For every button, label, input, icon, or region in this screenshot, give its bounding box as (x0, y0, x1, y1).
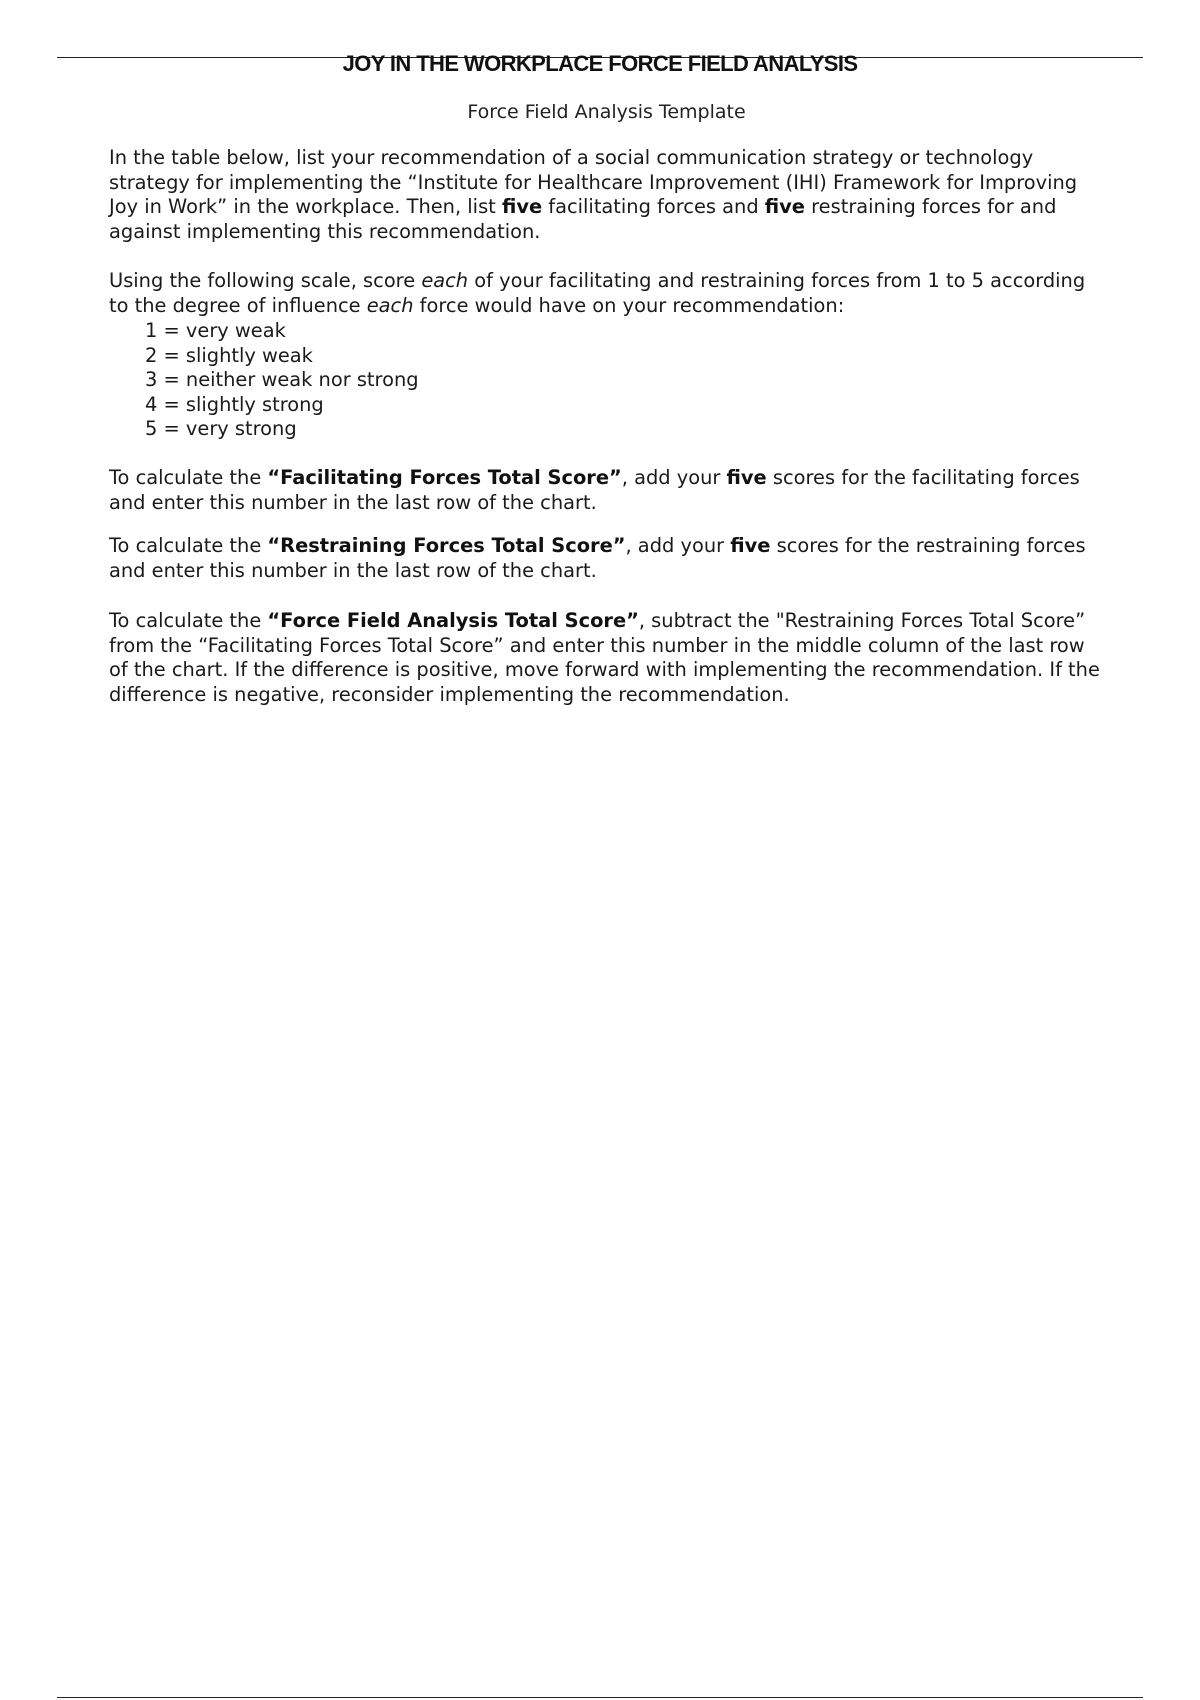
intro-text-3: restraining forces for and against implementing this recommendation. (109, 195, 1057, 243)
scale-item: 3 = neither weak nor strong (145, 368, 419, 391)
restraining-paragraph (109, 534, 1109, 583)
total-text-1: To calculate the (109, 609, 268, 632)
intro-text-2: facilitating forces and (542, 195, 765, 218)
document-title: JOY IN THE WORKPLACE FORCE FIELD ANALYSIS (342, 51, 858, 76)
facilitating-text-2: , add your (621, 466, 727, 489)
scale-text-1: Using the following scale, score (109, 269, 422, 292)
facilitating-bold-five: five (726, 466, 767, 489)
intro-paragraph (109, 146, 1109, 244)
restraining-bold-label: “Restraining Forces Total Score” (267, 534, 626, 557)
facilitating-bold-label: “Facilitating Forces Total Score” (267, 466, 622, 489)
scale-item: 4 = slightly strong (145, 392, 324, 416)
restraining-bold-five: five (730, 534, 771, 557)
restraining-text-2: , add your (625, 534, 731, 557)
facilitating-text-3: scores for the facilitating forces and enter this number in the last row of the chart. (109, 466, 1080, 514)
scale-item: 1 = very weak (145, 319, 286, 342)
footer-rule (57, 1697, 1143, 1698)
scale-italic-each-2: each (366, 293, 414, 317)
intro-bold-five-1: five (501, 195, 543, 218)
intro-bold-five-2: five (764, 195, 805, 218)
scale-text-3: force would have on your recommendation: (413, 293, 845, 317)
scale-item: 5 = very strong (145, 417, 297, 440)
restraining-text-3: scores for the restraining forces and enter this number in the last row of the chart. (109, 534, 1086, 582)
scale-paragraph (109, 269, 1109, 318)
total-text-2: , subtract the "Restraining Forces Total Score” from the “Facilitating Forces Total Score” and enter this number in the middle column of the last row of the chart. If the difference is positive, move forward with implementing the recommendation. If the difference is negative, reconsider implementing the recommendation. (109, 609, 1100, 706)
facilitating-text-1: To calculate the (109, 466, 268, 489)
scale-list (145, 319, 419, 442)
scale-italic-each-1: each (421, 269, 469, 292)
facilitating-paragraph (109, 466, 1109, 515)
total-bold-label: “Force Field Analysis Total Score” (267, 609, 639, 632)
intro-text-1: In the table below, list your recommendation of a social communication strategy or technology strategy for implementing the “Institute for Healthcare Improvement (IHI) Framework for Improving Joy in Work” in the workplace. Then, list (109, 146, 1078, 218)
restraining-text-1: To calculate the (109, 534, 268, 557)
scale-item: 2 = slightly weak (145, 343, 313, 367)
total-score-paragraph (109, 609, 1109, 707)
document-subtitle: Force Field Analysis Template (467, 101, 746, 123)
scale-text-2: of your facilitating and restraining forces from 1 to 5 according to the degree of influence (109, 269, 1086, 317)
